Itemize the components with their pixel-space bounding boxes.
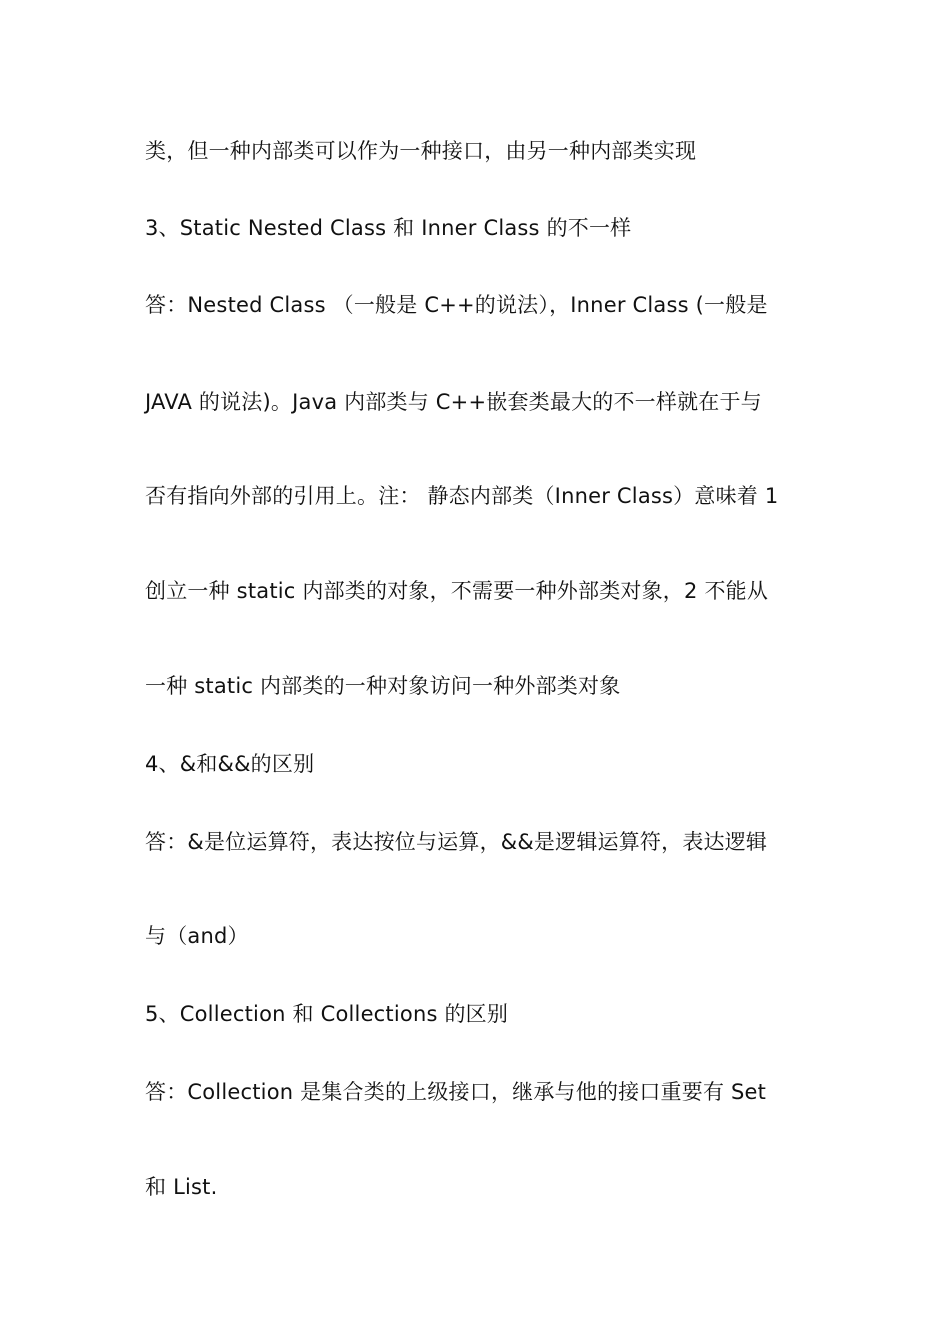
section-heading: 3、Static Nested Class 和 Inner Class 的不一样 xyxy=(145,216,632,240)
text-line: 与（and） xyxy=(145,924,249,948)
text-line: 答：Collection 是集合类的上级接口，继承与他的接口重要有 Set xyxy=(145,1080,767,1104)
text-line: 一种 static 内部类的一种对象访问一种外部类对象 xyxy=(145,674,621,698)
text-line: JAVA 的说法)。Java 内部类与 C++嵌套类最大的不一样就在于与 xyxy=(145,390,762,414)
text-line: 类，但一种内部类可以作为一种接口，由另一种内部类实现 xyxy=(145,139,697,163)
text-line: 答：&是位运算符，表达按位与运算，&&是逻辑运算符，表达逻辑 xyxy=(145,830,768,854)
text-line: 和 List. xyxy=(145,1175,218,1199)
text-line: 创立一种 static 内部类的对象，不需要一种外部类对象，2 不能从 xyxy=(145,579,769,603)
text-line: 答：Nested Class （一般是 C++的说法），Inner Class (一般是 xyxy=(145,293,768,317)
text-line: 否有指向外部的引用上。注： 静态内部类（Inner Class）意味着 1 xyxy=(145,484,779,508)
section-heading: 4、&和&&的区别 xyxy=(145,752,315,776)
section-heading: 5、Collection 和 Collections 的区别 xyxy=(145,1002,509,1026)
